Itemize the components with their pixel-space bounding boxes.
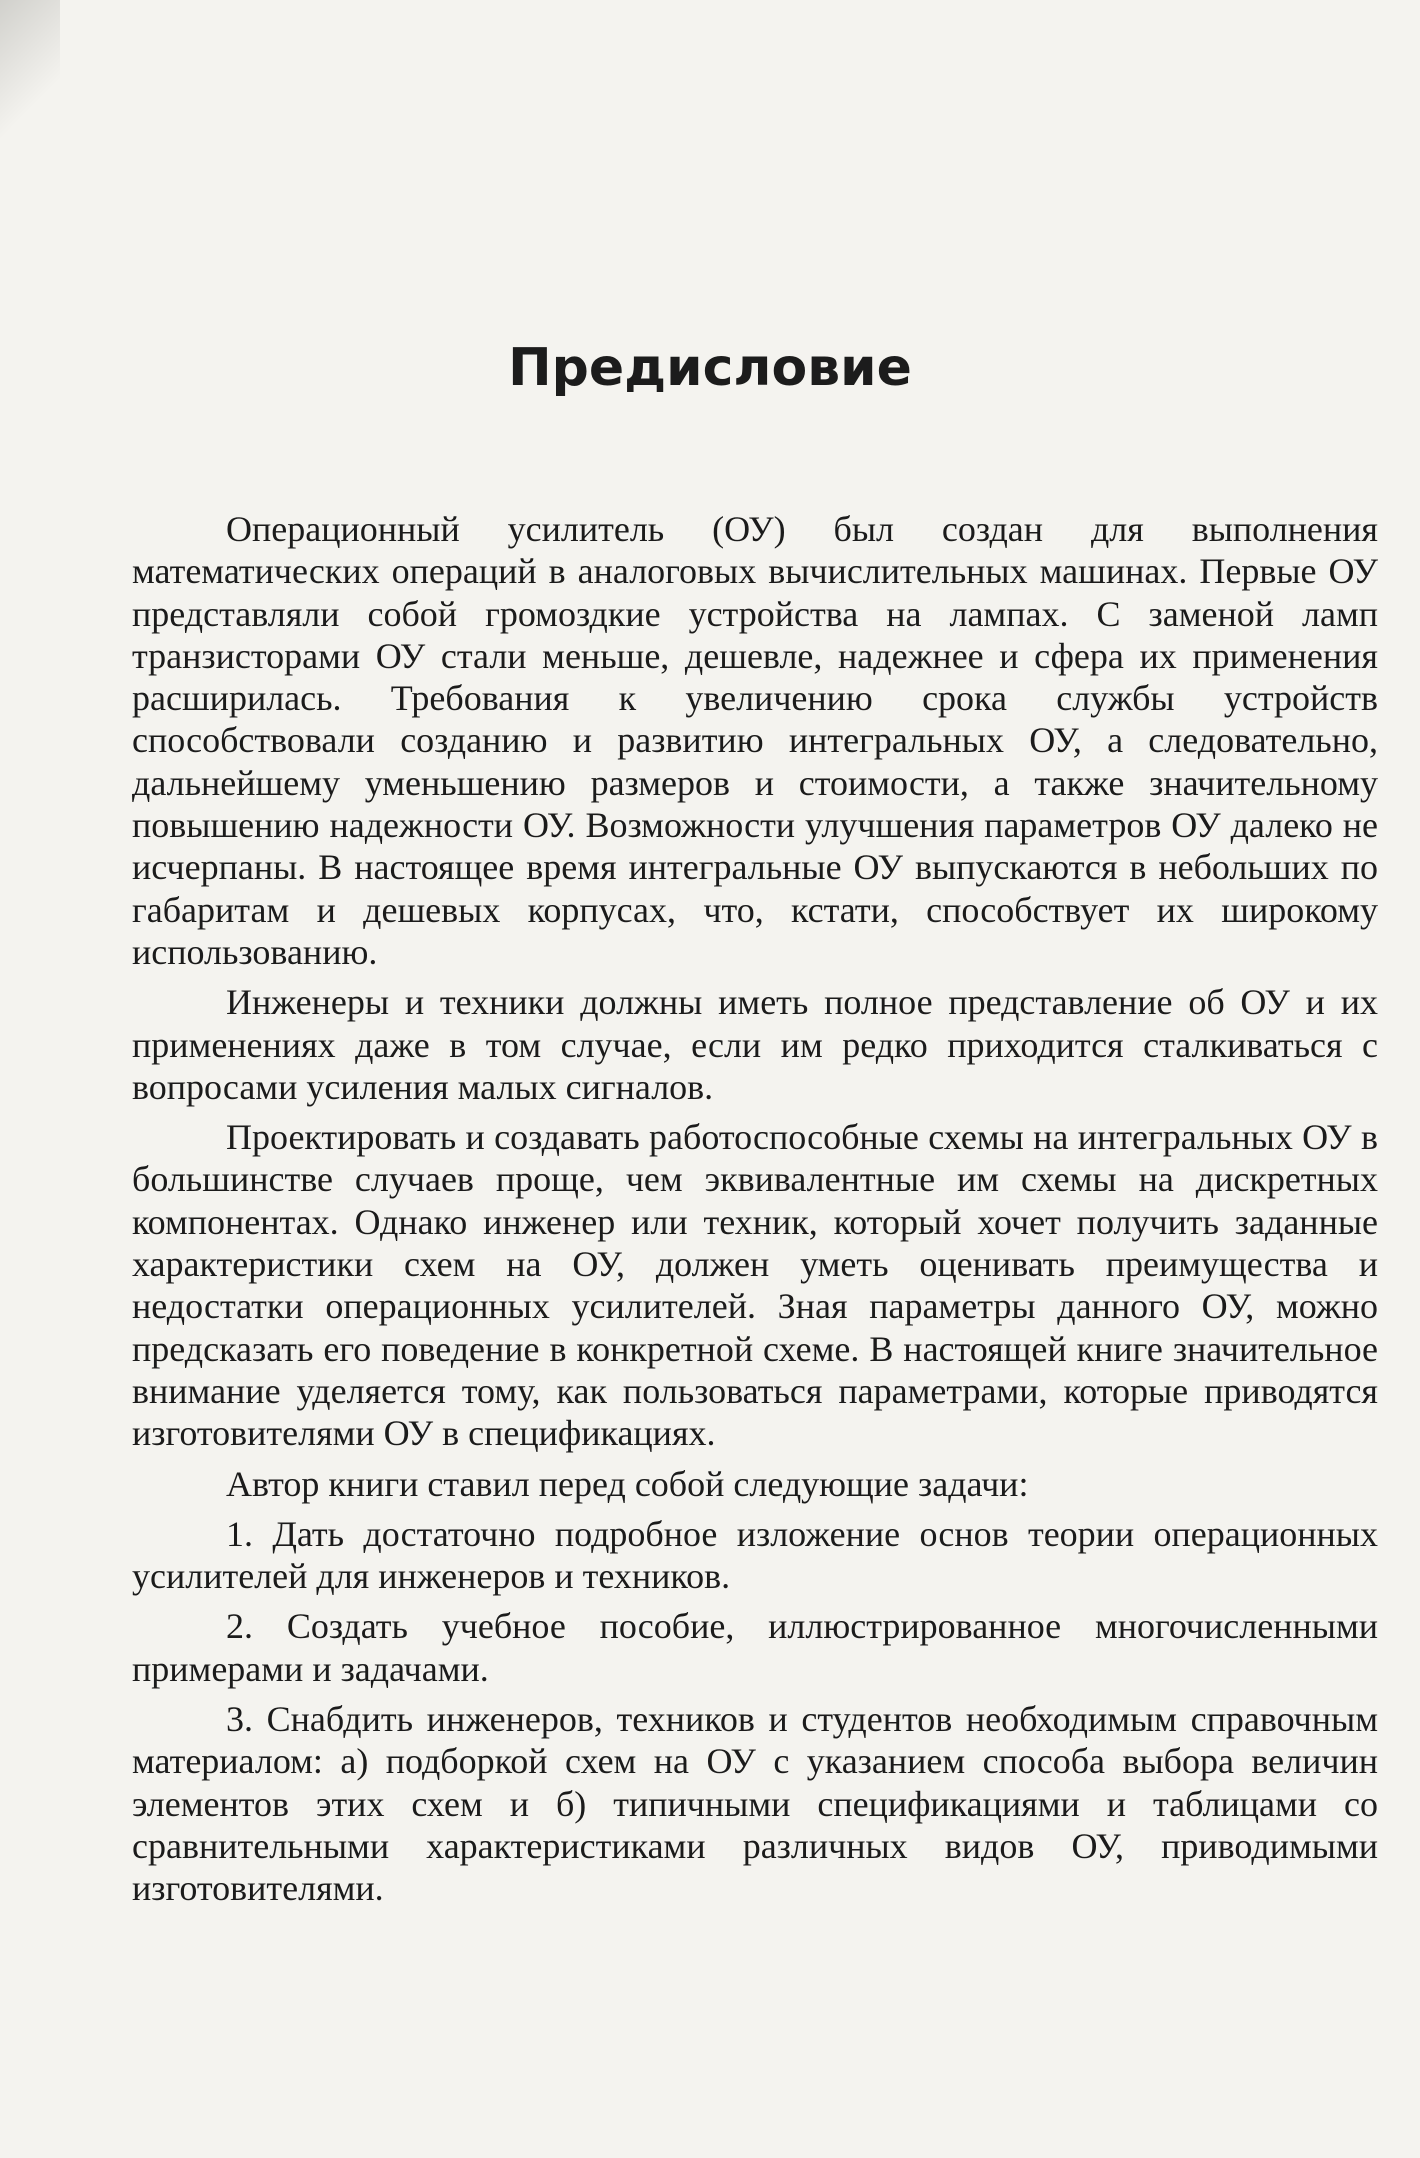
paragraph-goals-intro: Автор книги ставил перед собой следующие задачи: [226,1463,1029,1504]
paragraph-design: Проектировать и создавать работоспособные схемы на интегральных ОУ в большинстве случаев проще, чем эквивалентные им схемы на дискретных компонентах. Однако инженер или техник, который хочет получить заданные характеристики схем на ОУ, должен уметь оценивать преимущества и недостатки операционных усилителей. Зная параметры данного ОУ, можно предсказать его поведение в конкретной схеме. В настоящей книге значительное внимание уделяется тому, как пользоваться параметрами, которые приводятся изготовителями ОУ в спецификациях. [132,1117,1378,1454]
goal-item-1: 1. Дать достаточно подробное изложение основ теории операционных усилителей для инженеров и техников. [132,1513,1378,1597]
paragraph-audience: Инженеры и техники должны иметь полное представление об ОУ и их применениях даже в том случае, если им редко приходится сталкиваться с вопросами усиления малых сигналов. [132,982,1378,1107]
paragraph-history: Операционный усилитель (ОУ) был создан для выполнения математических операций в аналоговых вычислительных машинах. Первые ОУ представляли собой громоздкие устройства на лампах. С заменой ламп транзисторами ОУ стали меньше, дешевле, надежнее и сфера их применения расширилась. Требования к увеличению срока службы устройств способствовали созданию и развитию интегральных ОУ, а следовательно, дальнейшему уменьшению размеров и стоимости, а также значительному повышению надежности ОУ. Возможности улучшения параметров ОУ далеко не исчерпаны. В настоящее время интегральные ОУ выпускаются в небольших по габаритам и дешевых корпусах, что, кстати, способствует их широкому использованию. [132,509,1378,972]
goal-item-3: 3. Снабдить инженеров, техников и студентов необходимым справочным материалом: а) подборкой схем на ОУ с указанием способа выбора величин элементов этих схем и б) типичными спецификациями и таблицами со сравнительными характеристиками различных видов ОУ, приводимыми изготовителями. [132,1699,1378,1909]
page-title: Предисловие [508,338,912,398]
preface-body [132,508,1378,1910]
page-corner-shadow [0,0,60,140]
goal-item-2: 2. Создать учебное пособие, иллюстрированное многочисленными примерами и задачами. [132,1606,1378,1689]
